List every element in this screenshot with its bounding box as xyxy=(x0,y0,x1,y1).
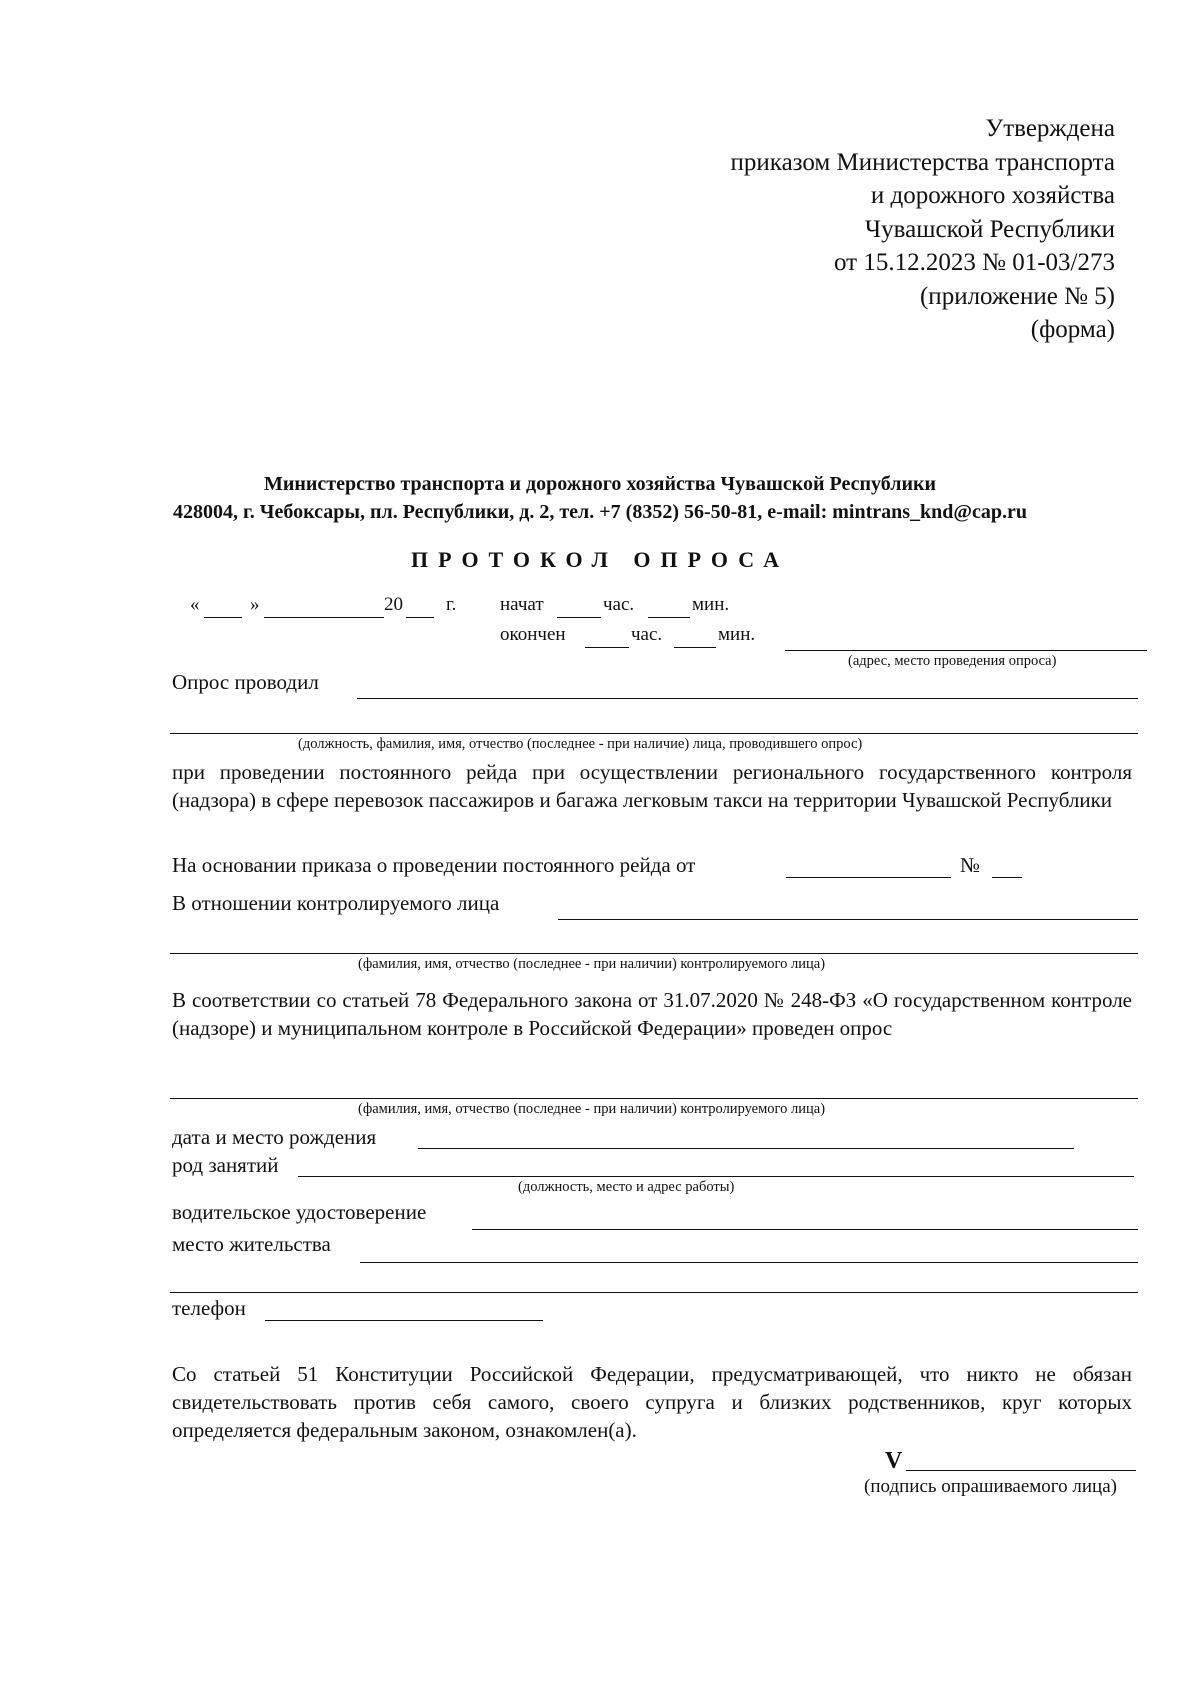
start-minute-field[interactable] xyxy=(648,617,690,618)
raid-paragraph: при проведении постоянного рейда при осуществлении регионального государственного контроля (надзора) в сфере перевозок пассажиров и багажа легковым такси на территории Чувашской Республики xyxy=(172,760,1132,812)
constitution-paragraph: Со статьей 51 Конституции Российской Федерации, предусматривающей, что никто не обязан свидетельствовать против себя самого, своего супруга и близких родственников, круг которых определяется федеральным законом, ознакомлен(а). xyxy=(172,1362,1132,1442)
occupation-field[interactable] xyxy=(298,1176,1134,1177)
organization-header xyxy=(90,470,1110,526)
order-date-field[interactable] xyxy=(786,877,951,878)
quote-close: » xyxy=(250,594,260,615)
approval-line-4: Чувашской Республики xyxy=(864,215,1115,243)
start-minute-unit: мин. xyxy=(692,594,730,615)
license-label: водительское удостоверение xyxy=(172,1200,427,1224)
controlled-field-line-2[interactable] xyxy=(170,953,1138,954)
respondent-name-field[interactable] xyxy=(170,1098,1138,1099)
started-label: начат xyxy=(500,594,544,615)
conducted-caption: (должность, фамилия, имя, отчество (последнее - при наличие) лица, проводившего опрос) xyxy=(298,736,863,752)
conducted-label: Опрос проводил xyxy=(172,670,319,694)
end-minute-field[interactable] xyxy=(674,647,716,648)
start-hour-unit: час. xyxy=(603,594,635,615)
end-minute-unit: мин. xyxy=(718,624,756,645)
order-number-field[interactable] xyxy=(992,877,1022,878)
year-prefix: 20 xyxy=(384,594,403,615)
order-label: На основании приказа о проведении постоянного рейда от xyxy=(172,853,696,877)
year-suffix: г. xyxy=(446,594,457,615)
respondent-caption: (фамилия, имя, отчество (последнее - при наличии) контролируемого лица) xyxy=(358,1101,826,1117)
residence-label: место жительства xyxy=(172,1232,331,1256)
organization-address: 428004, г. Чебоксары, пл. Республики, д. 2, тел. +7 (8352) 56-50-81, e-mail: mintrans_knd@cap.ru xyxy=(172,501,1028,523)
approval-line-5: от 15.12.2023 № 01-03/273 xyxy=(834,249,1115,276)
organization-name: Министерство транспорта и дорожного хозяйства Чувашской Республики xyxy=(263,473,937,495)
ended-label: окончен xyxy=(500,624,566,645)
law-paragraph: В соответствии со статьей 78 Федерального закона от 31.07.2020 № 248-ФЗ «О государственном контроле (надзоре) и муниципальном контроле в Российской Федерации» проведен опрос xyxy=(172,988,1132,1040)
signature-caption: (подпись опрашиваемого лица) xyxy=(864,1476,1117,1497)
approval-line-3: и дорожного хозяйства xyxy=(870,182,1115,209)
birth-label: дата и место рождения xyxy=(172,1125,377,1149)
end-hour-field[interactable] xyxy=(585,647,629,648)
conducted-field-line-2[interactable] xyxy=(170,733,1138,734)
month-field[interactable] xyxy=(264,617,384,618)
approval-line-7: (форма) xyxy=(1030,316,1115,343)
quote-open: « xyxy=(190,594,200,615)
phone-field[interactable] xyxy=(265,1320,543,1321)
day-field[interactable] xyxy=(204,617,242,618)
end-hour-unit: час. xyxy=(631,624,663,645)
place-caption: (адрес, место проведения опроса) xyxy=(848,653,1057,669)
occupation-caption: (должность, место и адрес работы) xyxy=(518,1179,735,1195)
controlled-field[interactable] xyxy=(558,919,1138,920)
license-field[interactable] xyxy=(472,1229,1138,1230)
controlled-label: В отношении контролируемого лица xyxy=(172,891,500,915)
place-field[interactable] xyxy=(785,650,1147,651)
conducted-field[interactable] xyxy=(357,698,1138,699)
phone-label: телефон xyxy=(172,1296,246,1320)
start-hour-field[interactable] xyxy=(557,617,601,618)
residence-field[interactable] xyxy=(360,1262,1138,1263)
approval-line-6: (приложение № 5) xyxy=(919,282,1115,310)
signature-mark: V xyxy=(885,1448,903,1474)
approval-block xyxy=(560,112,1115,347)
approval-line-2: приказом Министерства транспорта xyxy=(730,148,1115,176)
approval-line-1: Утверждена xyxy=(985,115,1115,142)
signature-field[interactable] xyxy=(906,1470,1136,1471)
residence-field-line-2[interactable] xyxy=(170,1292,1138,1293)
year-field[interactable] xyxy=(406,617,434,618)
document-title: ПРОТОКОЛ ОПРОСА xyxy=(411,547,789,572)
controlled-caption: (фамилия, имя, отчество (последнее - при наличии) контролируемого лица) xyxy=(358,956,826,972)
order-number-sign: № xyxy=(960,853,981,877)
occupation-label: род занятий xyxy=(172,1153,279,1177)
birth-field[interactable] xyxy=(418,1148,1074,1149)
